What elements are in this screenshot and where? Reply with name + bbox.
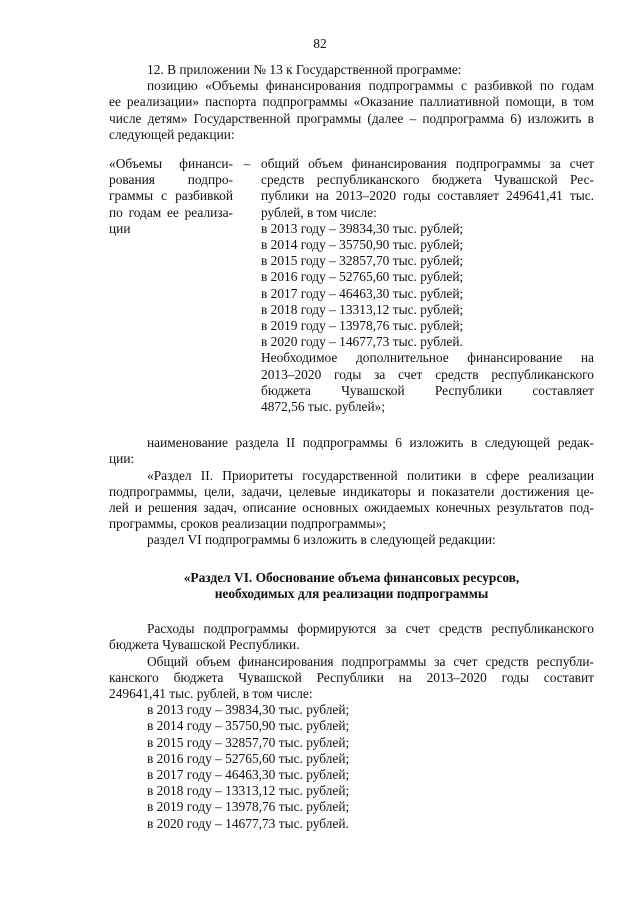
passport-additional-line: 2013–2020 годы за счет средств республиканского [261,366,594,382]
years-list [109,702,594,832]
expenses-line: Расходы подпрограммы формируются за счет средств республиканского [147,621,594,637]
page-number: 82 [313,36,327,51]
passport-dash: – [243,156,251,172]
passport-additional-line: бюджета Чувашской Республики составляет [261,382,594,398]
section2-quote [109,468,594,533]
passport-label-line: рования подпро- [109,172,233,188]
passport-summary-line: средств республиканского бюджета Чувашской Рес- [261,172,594,188]
passport-summary-line: публики на 2013–2020 годы составляет 249641,41 тыс. [261,188,594,204]
intro-line: ее реализации» паспорта подпрограммы «Оказание паллиативной помощи, в том [109,94,594,110]
passport-value [261,156,594,415]
intro-line: позицию «Объемы финансирования подпрограммы с разбивкой по годам [147,78,594,94]
section2-quote-line: подпрограммы, цели, задачи, целевые индикаторы и показатели достижения це- [109,483,594,499]
passport-table [109,156,594,415]
year-line: в 2015 году – 32857,70 тыс. рублей; [147,734,350,750]
section2-quote-line: программы, сроков реализации подпрограммы»; [109,516,386,532]
passport-label-line: граммы с разбивкой [109,188,233,204]
passport-year-line: в 2013 году – 39834,30 тыс. рублей; [261,220,464,236]
total-line: канского бюджета Чувашской Республики на 2013–2020 годы составит [109,669,594,685]
passport-year-line: в 2014 году – 35750,90 тыс. рублей; [261,237,464,253]
passport-year-line: в 2016 году – 52765,60 тыс. рублей; [261,269,464,285]
section6-intro: раздел VI подпрограммы 6 изложить в следующей редакции: [147,532,496,548]
document-body [109,62,594,832]
year-line: в 2017 году – 46463,30 тыс. рублей; [147,766,350,782]
passport-year-line: в 2019 году – 13978,76 тыс. рублей; [261,318,464,334]
total-paragraph [109,654,594,703]
year-line: в 2019 году – 13978,76 тыс. рублей; [147,799,350,815]
year-line: в 2020 году – 14677,73 тыс. рублей. [147,815,349,831]
item-heading: 12. В приложении № 13 к Государственной программе: [147,62,462,77]
year-line: в 2014 году – 35750,90 тыс. рублей; [147,718,350,734]
year-line: в 2013 году – 39834,30 тыс. рублей; [147,702,350,718]
total-line: 249641,41 тыс. рублей, в том числе: [109,685,313,701]
passport-year-line: в 2020 году – 14677,73 тыс. рублей. [261,334,463,350]
section6-title [109,570,594,602]
intro-line: числе детям» Государственной программы (далее – подпрограмма 6) изложить в [109,110,594,126]
section6-title-line: необходимых для реализации подпрограммы [214,585,489,601]
passport-summary-line: общий объем финансирования подпрограммы за счет [261,156,594,172]
passport-label-line: по годам ее реализа- [109,204,233,220]
passport-summary-line: рублей, в том числе: [261,204,377,220]
section2-quote-line: «Раздел II. Приоритеты государственной политики в сфере реализации [147,467,594,483]
year-line: в 2016 году – 52765,60 тыс. рублей; [147,750,350,766]
total-line: Общий объем финансирования подпрограммы за счет средств республи- [147,653,594,669]
passport-year-line: в 2015 году – 32857,70 тыс. рублей; [261,253,464,269]
intro-paragraph [109,78,594,143]
passport-year-line: в 2018 году – 13313,12 тыс. рублей; [261,301,464,317]
expenses-line: бюджета Чувашской Республики. [109,637,300,653]
passport-label-line: «Объемы финанси- [109,156,233,172]
passport-year-line: в 2017 году – 46463,30 тыс. рублей; [261,285,464,301]
year-line: в 2018 году – 13313,12 тыс. рублей; [147,783,350,799]
section2-intro-line: наименование раздела II подпрограммы 6 изложить в следующей редак- [147,435,594,451]
expenses-paragraph [109,621,594,653]
section2-intro-line: ции: [109,451,135,467]
section6-title-line: «Раздел VI. Обоснование объема финансовых ресурсов, [183,569,520,585]
intro-line: следующей редакции: [109,126,235,142]
passport-label [109,156,233,415]
section2-quote-line: лей и решения задач, описание основных ожидаемых конечных результатов под- [109,500,594,516]
passport-additional-line: 4872,56 тыс. рублей»; [261,399,386,415]
passport-label-line: ции [109,220,131,236]
section2-intro [109,435,594,467]
passport-additional-line: Необходимое дополнительное финансирование на [261,350,594,366]
